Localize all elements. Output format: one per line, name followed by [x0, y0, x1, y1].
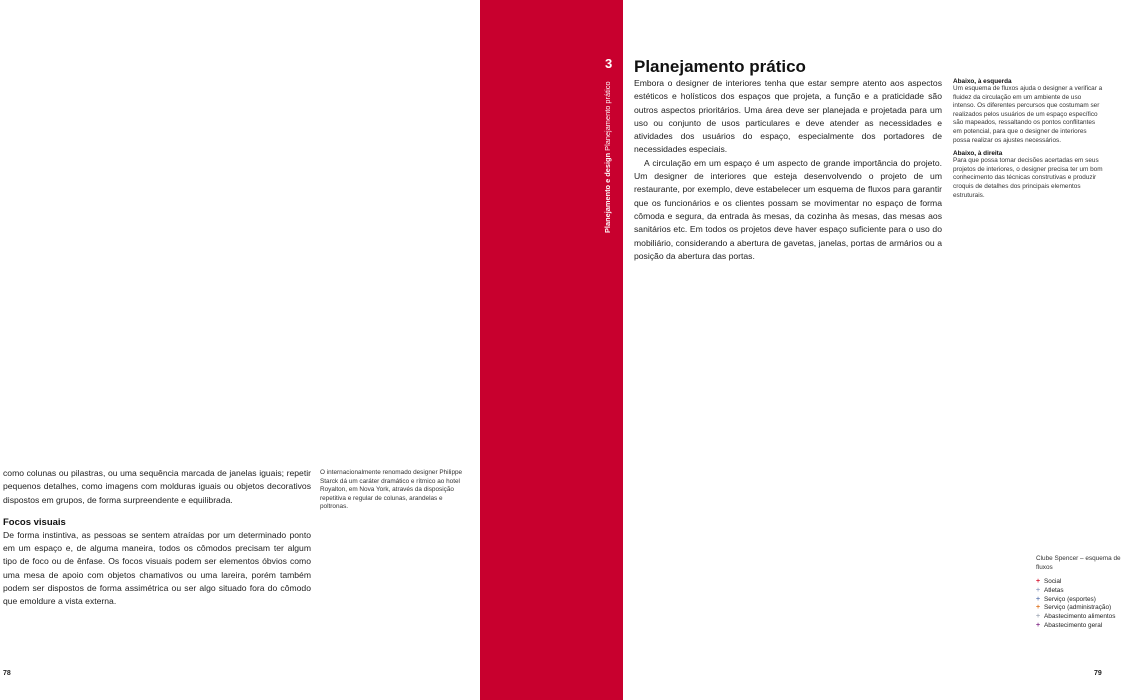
caption-heading-left: Abaixo, à esquerda	[953, 78, 1012, 85]
legend-item	[1036, 613, 1124, 622]
left-body-column	[3, 467, 311, 609]
photo-caption: O internacionalmente renomado designer Philippe Starck dá um caráter dramático e rítmico ao hotel Royalton, em Nova York, através da disposição repetitiva e regular de colunas, arandelas e poltronas.	[320, 469, 463, 511]
page-number-left: 78	[3, 670, 11, 677]
body-paragraph-2: A circulação em um espaço é um aspecto de grande importância do projeto. Um designer de interiores que esteja desenvolvendo o projeto de um restaurante, por exemplo, deve estabelecer um esquema de fluxos para garantir que os funcionários e os clientes possam se movimentar no espaço de forma cômoda e segura, da entrada às mesas, da cozinha às mesas, das mesas aos sanitários etc. Em todos os projetos deve haver espaço suficiente para o uso do mobiliário, considerando a abertura de gavetas, janelas, portas de armários ou a posição da abertura das portas.	[634, 157, 942, 261]
legend-label: Serviço (esportes)	[1044, 595, 1096, 603]
flow-diagram-legend	[1036, 555, 1124, 630]
running-header-vertical	[603, 53, 617, 233]
legend-title: Clube Spencer – esquema de fluxos	[1036, 555, 1121, 571]
legend-label: Serviço (administração)	[1044, 604, 1112, 612]
section-paragraph: De forma instintiva, as pessoas se sentem atraídas por um determinado ponto em um espaço e, de alguma maneira, todos os cômodos precisam ter algum tipo de foco ou de ênfase. Os focos visuais podem ser elementos óbvios como uma mesa de apoio com objetos chamativos ou uma lareira, porém também podem ser dispostos de forma assimétrica ou ser algo situado fora do cômodo que emoldure a vista externa.	[3, 529, 311, 607]
continuation-paragraph: como colunas ou pilastras, ou uma sequência marcada de janelas iguais; repetir pequenos detalhes, como imagens com molduras iguais ou objetos decorativos dispostos em grupos, de forma surpreendente e equilibrada.	[3, 468, 311, 505]
legend-list	[1036, 578, 1124, 630]
plus-icon: +	[1036, 621, 1041, 629]
legend-label: Abastecimento geral	[1044, 621, 1103, 629]
spine-bold-text: Planejamento e design	[603, 152, 612, 233]
plus-icon: +	[1036, 604, 1041, 612]
page-number-right: 79	[1094, 670, 1102, 677]
spine-separator	[603, 151, 612, 153]
legend-item	[1036, 622, 1124, 631]
plus-icon: +	[1036, 586, 1041, 594]
caption-heading-right: Abaixo, à direita	[953, 150, 1003, 158]
legend-item	[1036, 578, 1124, 587]
side-captions	[953, 78, 1103, 200]
legend-label: Social	[1044, 578, 1062, 586]
body-paragraph-1: Embora o designer de interiores tenha que estar sempre atento aos aspectos estéticos e holísticos dos espaços que projeta, a função e a praticidade são outros aspectos prioritários. Uma área deve ser planejada e projetada para um uso ou conjunto de usos particulares e deve atender as necessidades e atividades dos usuários do espaço, especialmente dos portadores de necessidades especiais.	[634, 78, 942, 155]
legend-item	[1036, 596, 1124, 605]
caption-text-left: Um esquema de fluxos ajuda o designer a verificar a fluidez da circulação em um ambiente de uso intenso. Os diferentes percursos que costumam ser realizados pelos usuários de um espaço específico são mapeados, ressaltando os pontos conflitantes em potencial, para que o designer de interiores possa realizar os ajustes necessários.	[953, 85, 1103, 144]
section-heading: Focos visuais	[3, 516, 66, 528]
legend-label: Atletas	[1044, 586, 1064, 594]
legend-label: Abastecimento alimentos	[1044, 613, 1116, 620]
left-page	[0, 0, 480, 700]
plus-icon: +	[1036, 595, 1041, 603]
plus-icon: +	[1036, 578, 1041, 586]
legend-item	[1036, 587, 1124, 596]
plus-icon: +	[1036, 613, 1041, 620]
main-body-column	[634, 77, 942, 263]
spine-light-text: Planejamento prático	[603, 81, 612, 151]
caption-text-right: Para que possa tomar decisões acertadas em seus projetos de interiores, o designer precisa ter um bom conhecimento das técnicas construtivas e produzir croquis de detalhes dos principais elementos estruturais.	[953, 157, 1103, 199]
chapter-number: 3	[605, 56, 613, 71]
red-divider-band	[480, 0, 623, 700]
legend-item	[1036, 604, 1124, 613]
page-title: Planejamento prático	[634, 57, 806, 76]
